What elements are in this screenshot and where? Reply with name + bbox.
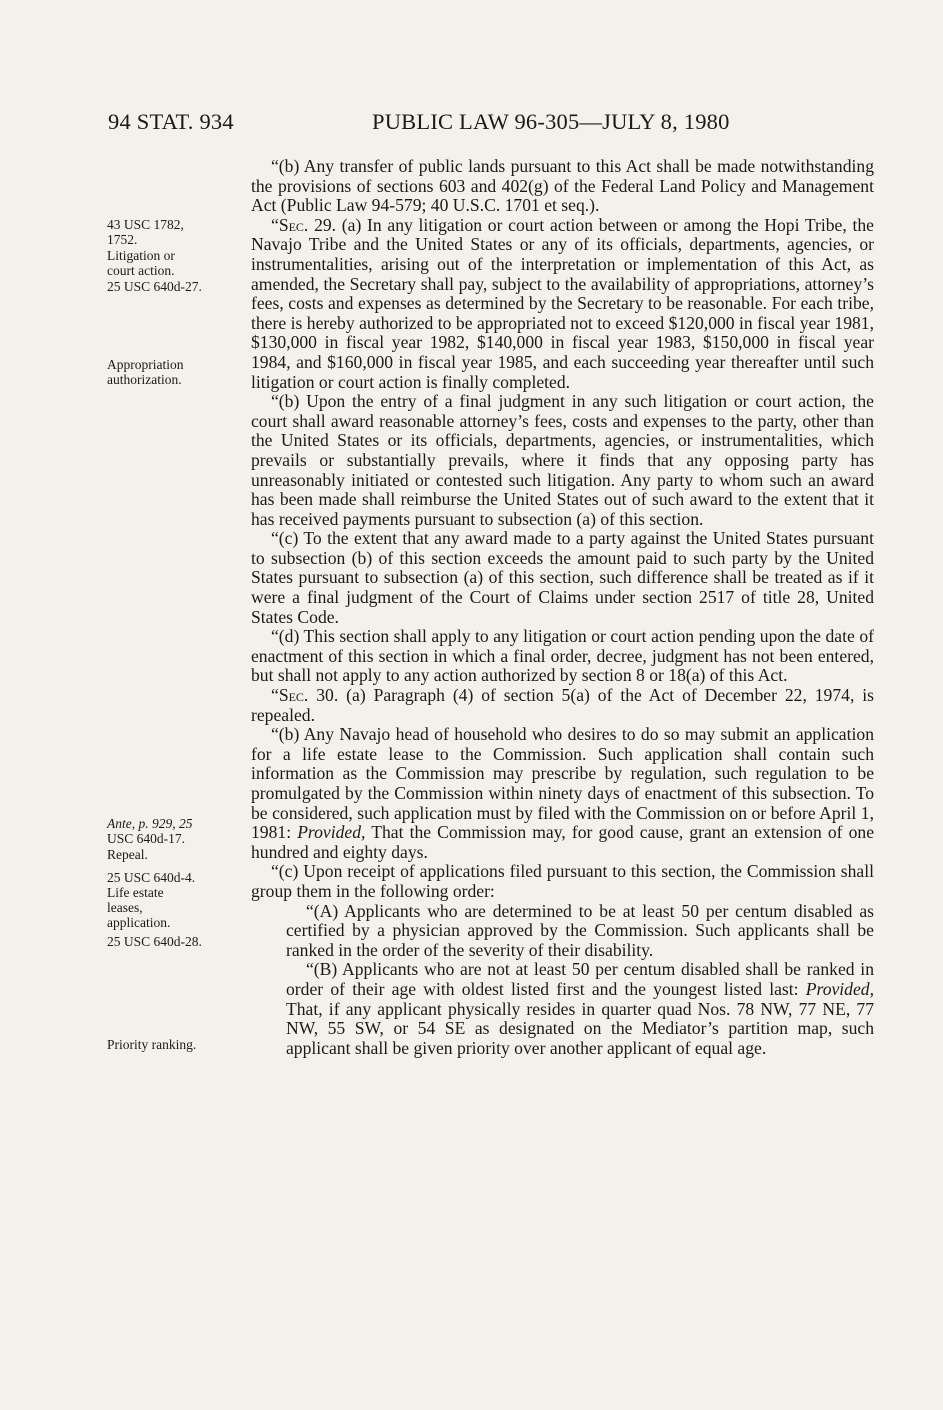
margin-note-line: application. — [107, 915, 171, 930]
margin-note — [107, 847, 247, 862]
margin-note — [107, 816, 247, 846]
page-title: PUBLIC LAW 96-305—JULY 8, 1980 — [372, 109, 730, 134]
subparagraph: “(A) Applicants who are determined to be at least 50 per centum disabled as certified by a physician approved by the Commission. Such applicants shall be ranked in the order of the severity of their disability. — [286, 900, 874, 960]
paragraph: “(b) Any transfer of public lands pursuant to this Act shall be made notwithstanding the provisions of sections 603 and 402(g) of the Federal Land Policy and Management Act (Public Law 94-579; 40 U.S.C. 1701 et seq.). — [251, 156, 874, 216]
page-header — [108, 109, 873, 141]
stat-page-number: 94 STAT. 934 — [108, 109, 234, 134]
margin-note-line: leases, — [107, 900, 143, 915]
paragraph: “(b) Any Navajo head of household who desires to do so may submit an application for a life estate lease to the Commission. Such application shall contain such information as the Commission may prescribe by regulation, such regulation to be promulgated by the Commission within ninety days of enactment of this subsection. To be considered, such application must by filed with the Commission on or before April 1, 1981: Provided, That the Commission may, for good cause, grant an extension of one hundred and eighty days. — [251, 724, 874, 862]
margin-note — [107, 934, 247, 949]
margin-note-line: 1752. — [107, 232, 138, 247]
paragraph: “(d) This section shall apply to any litigation or court action pending upon the date of enactment of this section in which a final order, decree, judgment has not been entered, but shall not apply to any action authorized by section 8 or 18(a) of this Act. — [251, 626, 874, 686]
subparagraph: “(B) Applicants who are not at least 50 per centum disabled shall be ranked in order of their age with oldest listed first and the youngest listed last: Provided, That, if any applicant physically resides in quarter quad Nos. 78 NW, 77 NE, 77 NW, 55 SW, or 54 SE as designated on the Mediator’s partition map, such applicant shall be given priority over another applicant of equal age. — [286, 959, 874, 1058]
statute-text — [251, 157, 874, 1058]
margin-note — [107, 885, 247, 930]
margin-note-line: Priority ranking. — [107, 1037, 197, 1052]
margin-note-line: Appropriation — [107, 357, 184, 372]
margin-note — [107, 1037, 247, 1052]
margin-note — [107, 870, 247, 885]
margin-note — [107, 248, 247, 278]
margin-note-line: Ante, p. 929, 25 — [107, 816, 193, 831]
margin-note-line: USC 640d-17. — [107, 831, 186, 846]
paragraph: “(c) Upon receipt of applications filed pursuant to this section, the Commission shall group them in the following order: — [251, 861, 874, 901]
paragraph: “Sec. 30. (a) Paragraph (4) of section 5(a) of the Act of December 22, 1974, is repealed. — [251, 685, 874, 725]
margin-note-line: Repeal. — [107, 847, 148, 862]
paragraph: “(c) To the extent that any award made to a party against the United States pursuant to subsection (b) of this section exceeds the amount paid to such party by the United States pursuant to subsection (a) of this section, such difference shall be treated as if it were a final judgment of the Court of Claims under section 2517 of title 28, United States Code. — [251, 528, 874, 627]
margin-note-line: 25 USC 640d-27. — [107, 279, 202, 294]
margin-note-line: 43 USC 1782, — [107, 217, 184, 232]
margin-note-line: court action. — [107, 263, 175, 278]
paragraph: “(b) Upon the entry of a final judgment in any such litigation or court action, the court shall award reasonable attorney’s fees, costs and expenses to the party, other than the United States or its officials, departments, agencies, or instrumentalities, which prevails or substantially prevails, where it finds that any opposing party has unreasonably initiated or contested such litigation. Any party to whom such an award has been made shall reimburse the United States out of such award to the extent that it has received payments pursuant to subsection (a) of this section. — [251, 391, 874, 529]
margin-note-line: 25 USC 640d-28. — [107, 934, 202, 949]
margin-note — [107, 279, 247, 294]
margin-note-line: authorization. — [107, 372, 182, 387]
margin-note-line: Life estate — [107, 885, 164, 900]
margin-note — [107, 217, 247, 247]
margin-note — [107, 357, 247, 387]
paragraph: “Sec. 29. (a) In any litigation or court action between or among the Hopi Tribe, the Navajo Tribe and the United States or any of its officials, departments, agencies, or instrumentalities, arising out of the interpretation or implementation of this Act, as amended, the Secretary shall pay, subject to the availability of appropriations, attorney’s fees, costs and expenses as determined by the Secretary to be reasonable. For each tribe, there is hereby authorized to be appropriated not to exceed $120,000 in fiscal year 1981, $130,000 in fiscal year 1982, $140,000 in fiscal year 1983, $150,000 in fiscal year 1984, and $160,000 in fiscal year 1985, and each succeeding year thereafter until such litigation or court action is finally completed. — [251, 214, 874, 392]
margin-note-line: 25 USC 640d-4. — [107, 870, 196, 885]
margin-note-line: Litigation or — [107, 248, 175, 263]
